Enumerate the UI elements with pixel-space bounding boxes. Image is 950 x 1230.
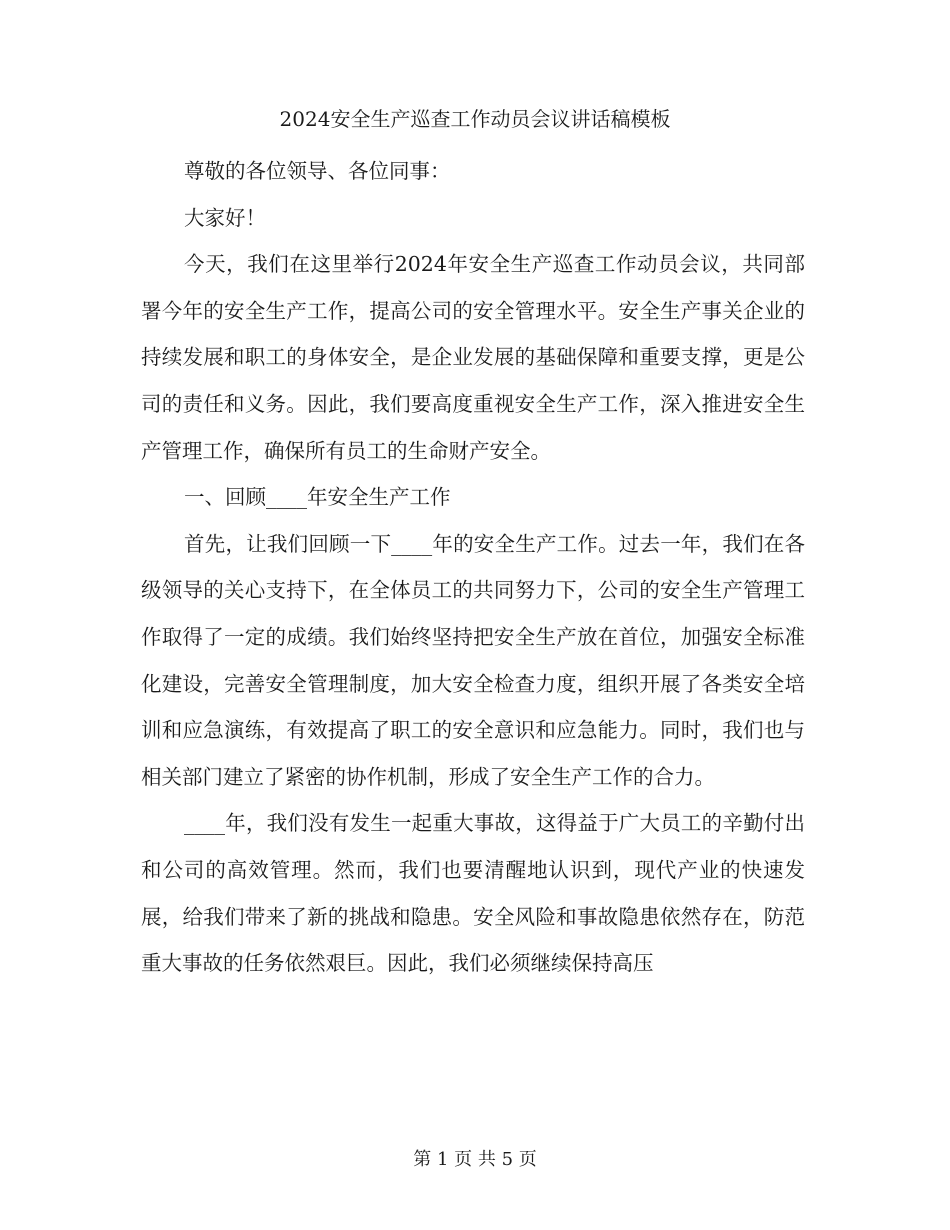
paragraph-opening: 今天，我们在这里举行2024年安全生产巡查工作动员会议，共同部署今年的安全生产工作，提高公司的安全管理水平。安全生产事关企业的持续发展和职工的身体安全，是企业发展的基础保障和重要支撑，更是公司的责任和义务。因此，我们要高度重视安全生产工作，深入推进安全生产管理工作，确保所有员工的生命财产安全。	[141, 252, 805, 463]
section-heading-review: 一、回顾____年安全生产工作	[184, 485, 451, 510]
greeting: 大家好！	[184, 205, 267, 230]
page-number-footer: 第 1 页 共 5 页	[413, 1149, 537, 1170]
document-title: 2024安全生产巡查工作动员会议讲话稿模板	[279, 107, 671, 131]
paragraph-review: 首先，让我们回顾一下____年的安全生产工作。过去一年，我们在各级领导的关心支持下，在全体员工的共同努力下，公司的安全生产管理工作取得了一定的成绩。我们始终坚持把安全生产放在首位，加强安全标准化建设，完善安全管理制度，加大安全检查力度，组织开展了各类安全培训和应急演练，有效提高了职工的安全意识和应急能力。同时，我们也与相关部门建立了紧密的协作机制，形成了安全生产工作的合力。	[141, 531, 805, 789]
document-body	[141, 148, 805, 987]
salutation: 尊敬的各位领导、各位同事：	[184, 159, 451, 183]
paragraph-challenges: ____年，我们没有发生一起重大事故，这得益于广大员工的辛勤付出和公司的高效管理。然而，我们也要清醒地认识到，现代产业的快速发展，给我们带来了新的挑战和隐患。安全风险和事故隐患依然存在，防范重大事故的任务依然艰巨。因此，我们必须继续保持高压	[141, 811, 805, 976]
